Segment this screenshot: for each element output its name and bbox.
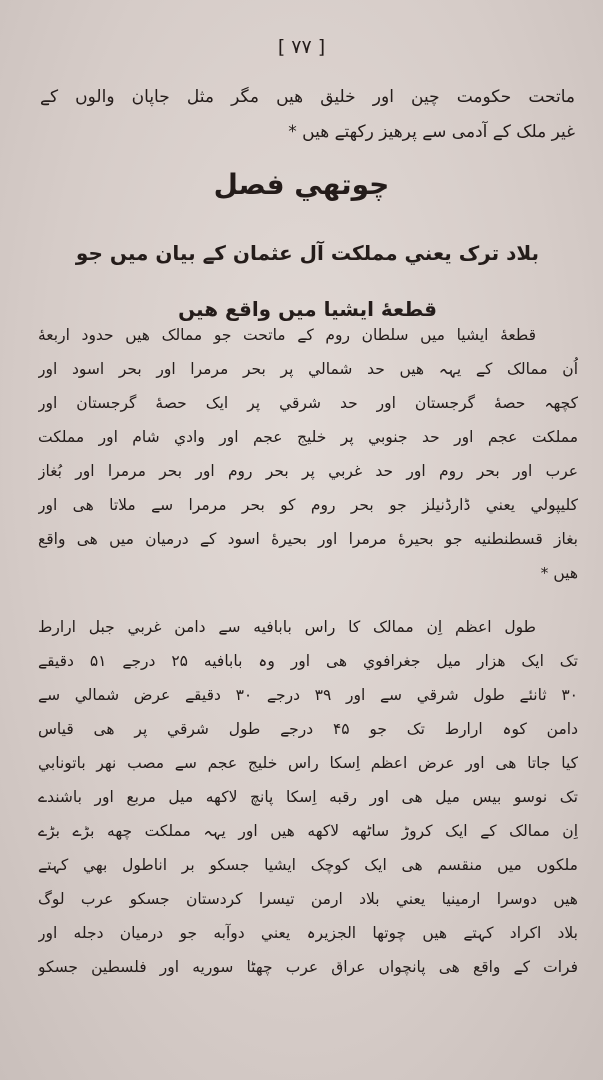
paragraph-gap xyxy=(38,590,578,610)
text-line: هیں * xyxy=(540,564,578,582)
text-line: بغاز قسطنطنیه جو بحیرهٔ مرمرا اور بحیرهٔ اسود کے درمیان میں هی واقع xyxy=(38,530,578,548)
body-text xyxy=(38,318,578,984)
paragraph-borders xyxy=(38,318,578,590)
text-line: اِن ممالک کے ایک کروڑ ساٹھه لاکھه هیں اور یہہ مملکت چھه بڑے بڑے xyxy=(38,822,578,840)
text-line: عرب اور بحر روم اور حد غربي پر بحر روم اور بحر مرمرا اور بُغاز xyxy=(38,462,578,480)
text-line: ملکوں میں منقسم هی ایک کوچک ایشیا جسکو بر اناطول بھي کہتے xyxy=(38,856,578,874)
chapter-subtitle-line: قطعهٔ ایشیا میں واقع هیں xyxy=(178,297,437,321)
paragraph-dimensions xyxy=(38,610,578,984)
text-line: دامن کوہ ارارط تک جو ۴۵ درجے طول شرقي پر هی قیاس xyxy=(38,720,578,738)
chapter-subtitle-line: بلاد ترک یعني مملکت آل عثمان کے بیان میں جو xyxy=(75,241,540,265)
text-line: ۳۰ ثانئے طول شرقي سے اور ۳۹ درجے ۳۰ دقیقے عرض شمالي سے xyxy=(38,686,578,704)
text-line: بلاد اکراد کہتے هیں چوتھا الجزیرہ یعني دوآبه جو درمیان دجله اور xyxy=(38,924,578,942)
text-line: اُن ممالک کے یہہ هیں حد شمالي پر بحر مرمرا اور بحر اسود اور xyxy=(38,360,578,378)
intro-line: غیر ملک کے آدمی سے پرهیز رکھتے هیں * xyxy=(288,122,575,142)
intro-line: ماتحت حکومت چین اور خلیق هیں مگر مثل جاپان والوں کے xyxy=(40,87,575,107)
text-line: تک ایک هزار میل جغرافوي هی اور وہ بابافیه ۲۵ درجے ۵۱ دقیقے xyxy=(38,652,578,670)
text-line: مملکت عجم اور حد جنوبي پر خلیج عجم اور وادي شام اور مملکت xyxy=(38,428,578,446)
text-line: کچھہ حصهٔ گرجستان اور حد شرقي پر ایک حصهٔ گرجستان اور xyxy=(38,394,578,412)
text-line: کلیپولي یعني ڈارڈنیلز جو بحر روم کو بحر مرمرا سے ملاتا هی اور xyxy=(38,496,578,514)
intro-text xyxy=(40,80,575,150)
chapter-title: چوتھي فصل xyxy=(213,168,390,201)
text-line: فرات کے واقع هی پانچواں عراق عرب چھٹا سوریه اور فلسطین جسکو xyxy=(38,958,578,976)
text-line: قطعهٔ ایشیا میں سلطان روم کے ماتحت جو ممالک هیں حدود اربعهٔ xyxy=(38,326,536,344)
text-line: طول اعظم اِن ممالک کا راس بابافیه سے دامن غربي جبل ارارط xyxy=(38,618,536,636)
text-line: تک نوسو بیس میل هی اور رقبه اِسکا پانچ لاکھه میل مربع اور باشندے xyxy=(38,788,578,806)
text-line: کیا جاتا هی اور عرض اعظم اِسکا راس خلیج عجم سے مصب نهر باتونابي xyxy=(38,754,578,772)
text-line: هیں دوسرا ارمینیا یعني بلاد ارمن تیسرا کردستان جسکو عرب لوگ xyxy=(38,890,578,908)
page-number: [ ٧٧ ] xyxy=(277,36,326,58)
